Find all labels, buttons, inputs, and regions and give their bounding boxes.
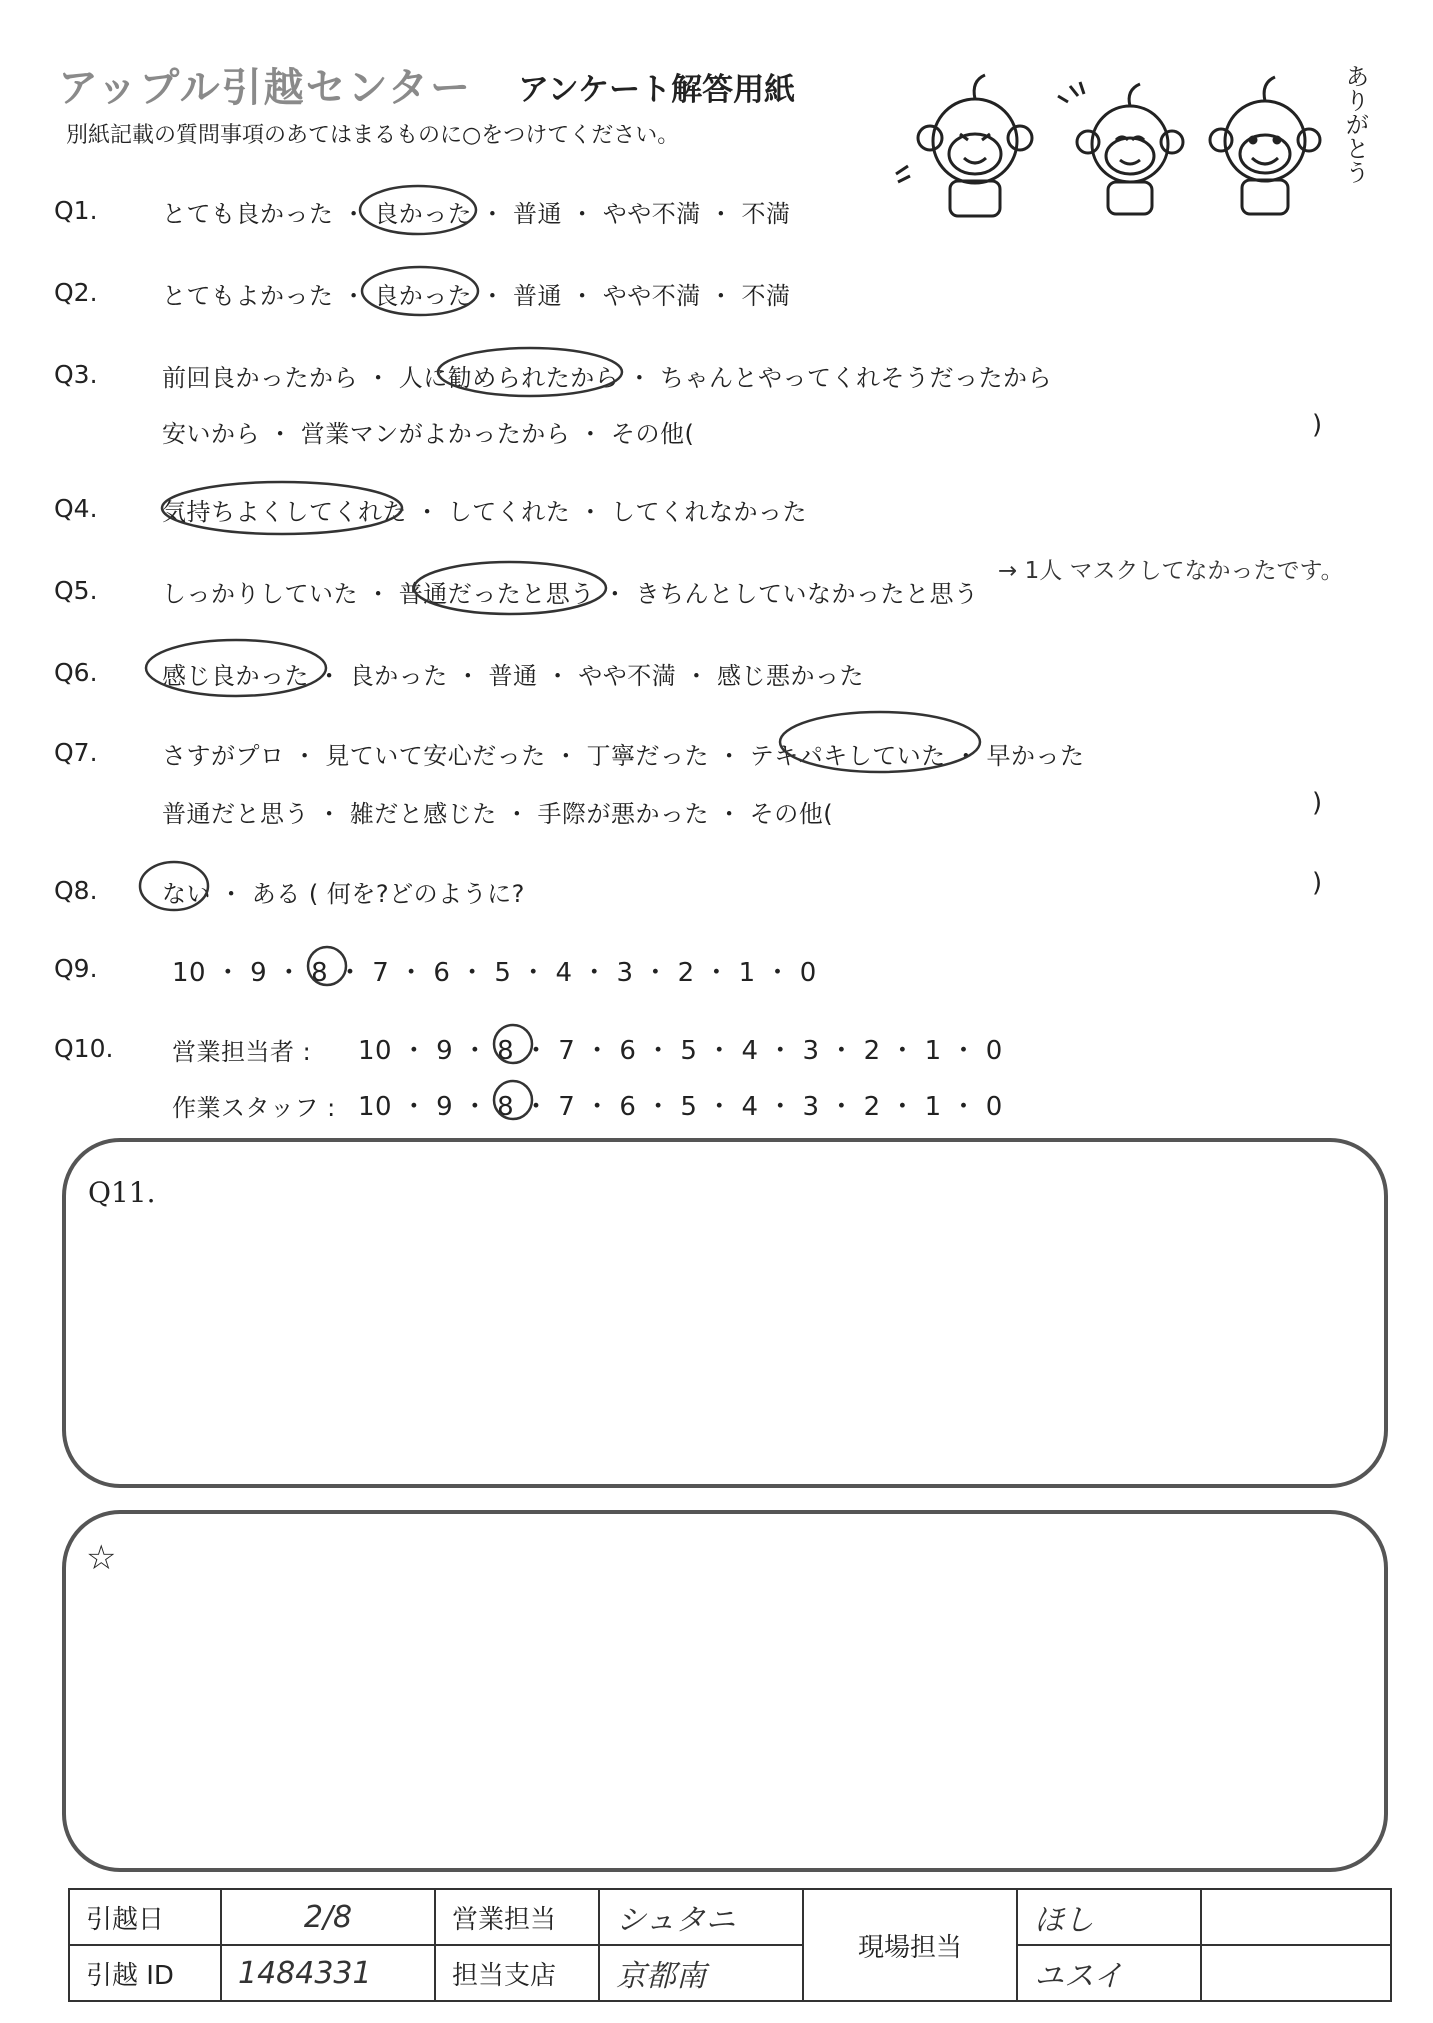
q7-label: Q7. — [54, 738, 98, 767]
q3-options-line1: 前回良かったから ・ 人に勧められたから ・ ちゃんとやってくれそうだったから — [162, 364, 1053, 392]
document-title: アンケート解答用紙 — [518, 72, 796, 108]
sales-rep-value[interactable]: シュタニ — [599, 1889, 803, 1945]
q10-sales-label: 営業担当者 : — [172, 1038, 312, 1066]
q9-label: Q9. — [54, 954, 98, 983]
star-label: ☆ — [86, 1538, 117, 1578]
branch-value[interactable]: 京都南 — [599, 1945, 803, 2001]
star-comment-box[interactable] — [62, 1510, 1388, 1872]
q3-label: Q3. — [54, 360, 98, 389]
q1-label: Q1. — [54, 196, 98, 225]
sales-rep-label: 営業担当 — [435, 1889, 599, 1945]
q3-options-line2: 安いから ・ 営業マンがよかったから ・ その他( — [162, 420, 695, 448]
q8-label: Q8. — [54, 876, 98, 905]
field-rep-value1[interactable]: ほし — [1017, 1889, 1201, 1945]
q3-paren-close: ) — [1312, 410, 1323, 440]
q5-label: Q5. — [54, 576, 98, 605]
footer-info-table — [68, 1888, 1392, 2002]
q5-options: しっかりしていた ・ 普通だったと思う ・ きちんとしていなかったと思う — [162, 580, 979, 608]
branch-label: 担当支店 — [435, 1945, 599, 2001]
instruction-text: 別紙記載の質問事項のあてはまるものに○をつけてください。 — [66, 123, 680, 148]
field-rep-extra1[interactable] — [1201, 1889, 1391, 1945]
brand-name: アップル引越センター — [58, 65, 472, 111]
field-rep-label: 現場担当 — [803, 1889, 1017, 2001]
field-rep-value2[interactable]: ユスイ — [1017, 1945, 1201, 2001]
field-rep-extra2[interactable] — [1201, 1945, 1391, 2001]
q1-options: とても良かった ・ 良かった ・ 普通 ・ やや不満 ・ 不満 — [162, 200, 791, 228]
q4-options: 気持ちよくしてくれた ・ してくれた ・ してくれなかった — [162, 498, 808, 526]
q10-label: Q10. — [54, 1034, 114, 1063]
mascot-illustration — [880, 56, 1380, 226]
move-date-value[interactable]: 2/8 — [221, 1889, 435, 1945]
q10-staff-scale: 10 ・ 9 ・ 8 ・ 7 ・ 6 ・ 5 ・ 4 ・ 3 ・ 2 ・ 1 ・ 0 — [358, 1092, 1003, 1122]
q7-options-line2: 普通だと思う ・ 雑だと感じた ・ 手際が悪かった ・ その他( — [162, 800, 834, 828]
q8-options: ない ・ ある ( 何を?どのように? — [162, 880, 525, 908]
q10-staff-label: 作業スタッフ : — [172, 1094, 336, 1122]
q9-scale: 10 ・ 9 ・ 8 ・ 7 ・ 6 ・ 5 ・ 4 ・ 3 ・ 2 ・ 1 ・ 0 — [172, 958, 817, 988]
move-date-label: 引越日 — [69, 1889, 221, 1945]
move-id-label: 引越 ID — [69, 1945, 221, 2001]
mascot-caption: ありがとう — [1341, 64, 1369, 184]
q7-options-line1: さすがプロ ・ 見ていて安心だった ・ 丁寧だった ・ テキパキしていた ・ 早かった — [162, 742, 1085, 770]
q11-label: Q11. — [88, 1176, 156, 1209]
q6-options: 感じ良かった ・ 良かった ・ 普通 ・ やや不満 ・ 感じ悪かった — [162, 662, 865, 690]
q2-label: Q2. — [54, 278, 98, 307]
q11-comment-box[interactable] — [62, 1138, 1388, 1488]
q7-paren-close: ) — [1312, 788, 1323, 818]
q2-options: とてもよかった ・ 良かった ・ 普通 ・ やや不満 ・ 不満 — [162, 282, 791, 310]
q4-label: Q4. — [54, 494, 98, 523]
q10-sales-scale: 10 ・ 9 ・ 8 ・ 7 ・ 6 ・ 5 ・ 4 ・ 3 ・ 2 ・ 1 ・ 0 — [358, 1036, 1003, 1066]
q5-handwritten-note: → 1人 マスクしてなかったです。 — [998, 558, 1344, 584]
q8-paren-close: ) — [1312, 868, 1323, 898]
move-id-value[interactable]: 1484331 — [221, 1945, 435, 2001]
q6-label: Q6. — [54, 658, 98, 687]
